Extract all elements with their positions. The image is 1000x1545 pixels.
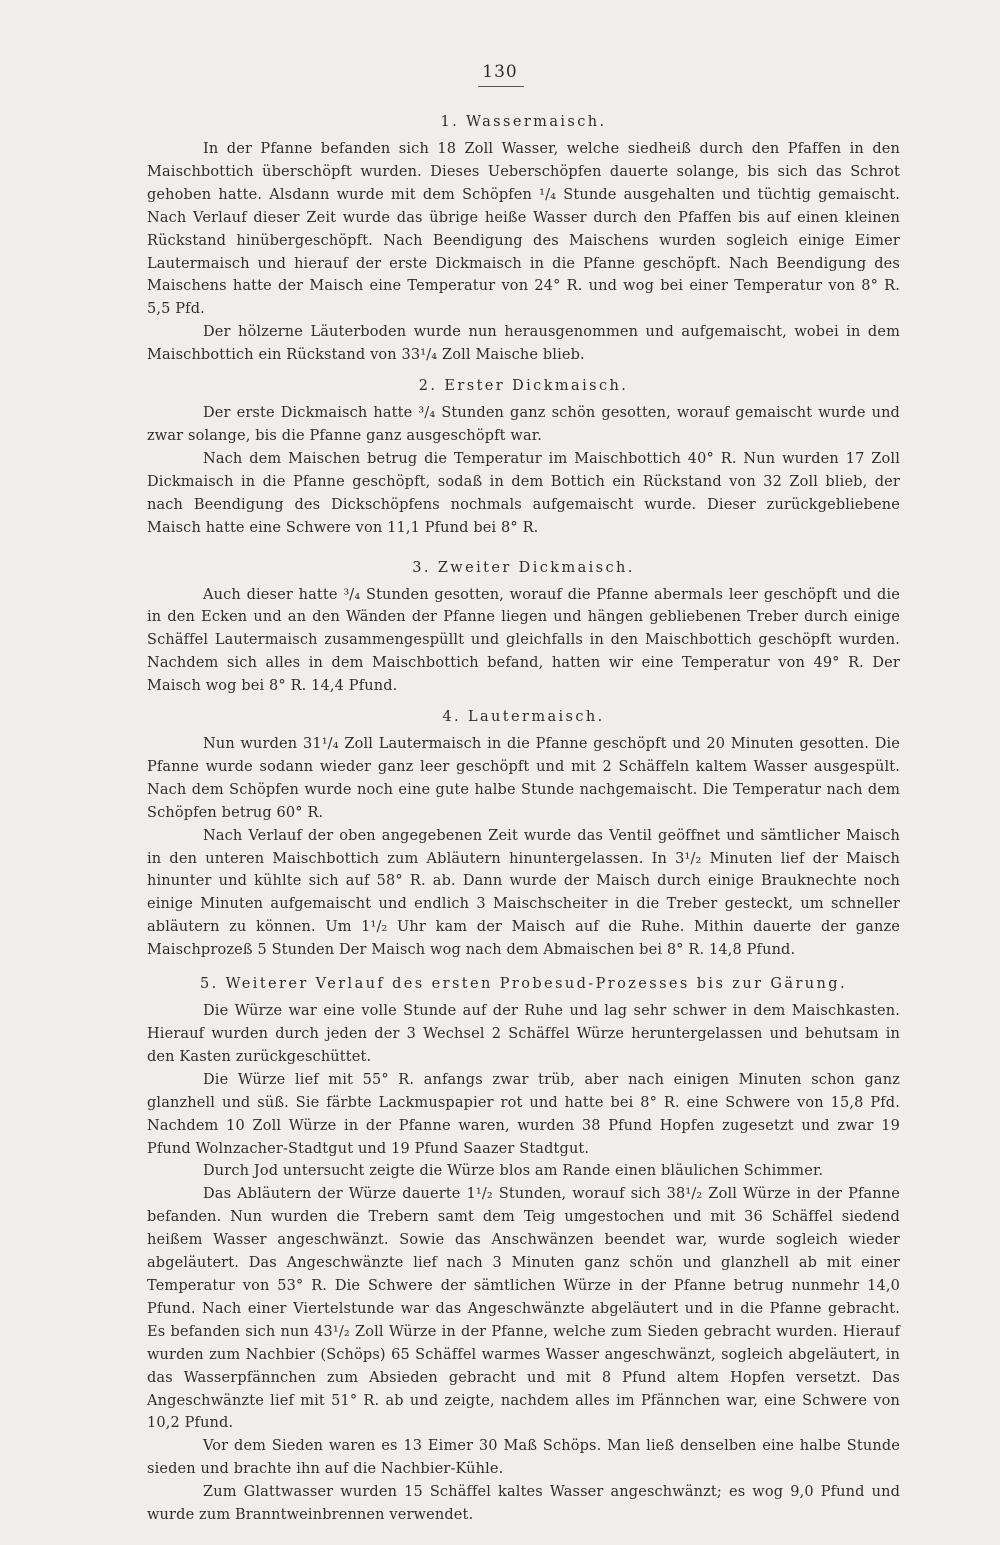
paragraph: Die Würze war eine volle Stunde auf der Ruhe und lag sehr schwer in dem Maischkasten. Hierauf wurden durch jeden der 3 Wechsel 2 Schäffel Würze heruntergelassen und behutsam in den Kasten zurückgeschüttet. <box>147 1003 900 1065</box>
paragraph: Durch Jod untersucht zeigte die Würze blos am Rande einen bläulichen Schimmer. <box>203 1163 824 1180</box>
paragraph: Nach dem Maischen betrug die Temperatur im Maischbottich 40° R. Nun wurden 17 Zoll Dickmaisch in die Pfanne geschöpft, sodaß in dem Bottich ein Rückstand von 32 Zoll blieb, der nach Beendigung des Dickschöpfens nochmals aufgemaischt wurde. Dieser zurückgebliebene Maisch hatte eine Schwere von 11,1 Pfund bei 8° R. <box>147 450 900 536</box>
paragraph: Das Abläutern der Würze dauerte 1¹/₂ Stunden, worauf sich 38¹/₂ Zoll Würze in der Pfanne befanden. Nun wurden die Trebern samt dem Teig umgestochen und mit 36 Schäffel siedend heißem Wasser angeschwänzt. Sowie das Anschwänzen beendet war, wurde sogleich wieder abgeläutert. Das Angeschwänzte lief nach 3 Minuten ganz schön und glanzhell ab mit einer Temperatur von 53° R. Die Schwere der sämtlichen Würze in der Pfanne betrug nunmehr 14,0 Pfund. Nach einer Viertelstunde war das Angeschwänzte abgeläutert und in die Pfanne gebracht. Es befanden sich nun 43¹/₂ Zoll Würze in der Pfanne, welche zum Sieden gebracht wurden. Hierauf wurden zum Nachbier (Schöps) 65 Schäffel warmes Wasser angeschwänzt, sogleich abgeläutert, in das Wasserpfännchen zum Absieden gebracht und mit 8 Pfund altem Hopfen versetzt. Das Angeschwänzte lief mit 51° R. ab und zeigte, nachdem alles im Pfännchen war, eine Schwere von 10,2 Pfund. <box>147 1186 900 1432</box>
section-heading: 1. Wassermaisch. <box>440 114 607 130</box>
paragraph: Der erste Dickmaisch hatte ³/₄ Stunden ganz schön gesotten, worauf gemaischt wurde und zwar solange, bis die Pfanne ganz ausgeschöpft war. <box>147 405 900 444</box>
document-body <box>147 112 900 1536</box>
section-heading: 3. Zweiter Dickmaisch. <box>412 559 635 576</box>
section-3 <box>147 558 900 699</box>
paragraph: In der Pfanne befanden sich 18 Zoll Wasser, welche siedheiß durch den Pfaffen in den Maischbottich überschöpft wurden. Dieses Ueberschöpfen dauerte solange, bis sich das Schrot gehoben hatte. Alsdann wurde mit dem Schöpfen ¹/₄ Stunde ausgehalten und tüchtig gemaischt. Nach Verlauf dieser Zeit wurde das übrige heiße Wasser durch den Pfaffen bis auf einen kleinen Rückstand hinübergeschöpft. Nach Beendigung des Maischens wurden sogleich einige Eimer Lautermaisch und hierauf der erste Dickmaisch in die Pfanne geschöpft. Nach Beendigung des Maischens hatte der Maisch eine Temperatur von 24° R. und wog bei einer Temperatur von 8° R. 5,5 Pfd. <box>147 141 900 318</box>
section-heading: 5. Weiterer Verlauf des ersten Probesud-Prozesses bis zur Gärung. <box>200 976 847 993</box>
section-2 <box>147 376 900 539</box>
paragraph: Auch dieser hatte ³/₄ Stunden gesotten, worauf die Pfanne abermals leer geschöpft und die in den Ecken und an den Wänden der Pfanne liegen und hängen gebliebenen Treber durch einige Schäffel Lautermaisch zusammengespüllt und gleichfalls in den Maischbottich geschöpft wurden. Nachdem sich alles in dem Maischbottich befand, hatten wir eine Temperatur von 49° R. Der Maisch wog bei 8° R. 14,4 Pfund. <box>147 586 900 695</box>
section-4 <box>147 707 900 962</box>
page-number-rule <box>478 86 524 87</box>
paragraph: Die Würze lief mit 55° R. anfangs zwar trüb, aber nach einigen Minuten schon ganz glanzhell und süß. Sie färbte Lackmuspapier rot und hatte bei 8° R. eine Schwere von 15,8 Pfd. Nachdem 10 Zoll Würze in der Pfanne waren, wurden 38 Pfund Hopfen zugesetzt und zwar 19 Pfund Wolnzacher-Stadtgut und 19 Pfund Saazer Stadtgut. <box>147 1071 900 1157</box>
section-heading: 2. Erster Dickmaisch. <box>418 378 629 395</box>
paragraph: Vor dem Sieden waren es 13 Eimer 30 Maß Schöps. Man ließ denselben eine halbe Stunde sieden und brachte ihn auf die Nachbier-Kühle. <box>147 1438 900 1478</box>
paragraph: Nach Verlauf der oben angegebenen Zeit wurde das Ventil geöffnet und sämtlicher Maisch in den unteren Maischbottich zum Abläutern hinuntergelassen. In 3¹/₂ Minuten lief der Maisch hinunter und kühlte sich auf 58° R. ab. Dann wurde der Maisch durch einige Brauknechte noch einige Minuten aufgemaischt und endlich 3 Maischscheiter in die Treber gesteckt, um schneller abläutern zu können. Um 1¹/₂ Uhr kam der Maisch auf die Ruhe. Mithin dauerte der ganze Maischprozeß 5 Stunden Der Maisch wog nach dem Abmaischen bei 8° R. 14,8 Pfund. <box>147 827 900 959</box>
section-heading: 4. Lautermaisch. <box>442 709 605 726</box>
section-1 <box>147 112 900 367</box>
section-5 <box>147 974 900 1527</box>
paragraph: Der hölzerne Läuterboden wurde nun herausgenommen und aufgemaischt, wobei in dem Maischbottich ein Rückstand von 33¹/₄ Zoll Maische blieb. <box>147 324 900 364</box>
page-number: 130 <box>482 62 518 82</box>
paragraph: Nun wurden 31¹/₄ Zoll Lautermaisch in die Pfanne geschöpft und 20 Minuten gesotten. Die Pfanne wurde sodann wieder ganz leer geschöpft und mit 2 Schäffeln kaltem Wasser ausgespült. Nach dem Schöpfen wurde noch eine gute halbe Stunde nachgemaischt. Die Temperatur nach dem Schöpfen betrug 60° R. <box>147 736 900 821</box>
paragraph: Zum Glattwasser wurden 15 Schäffel kaltes Wasser angeschwänzt; es wog 9,0 Pfund und wurde zum Branntweinbrennen verwendet. <box>147 1484 900 1524</box>
